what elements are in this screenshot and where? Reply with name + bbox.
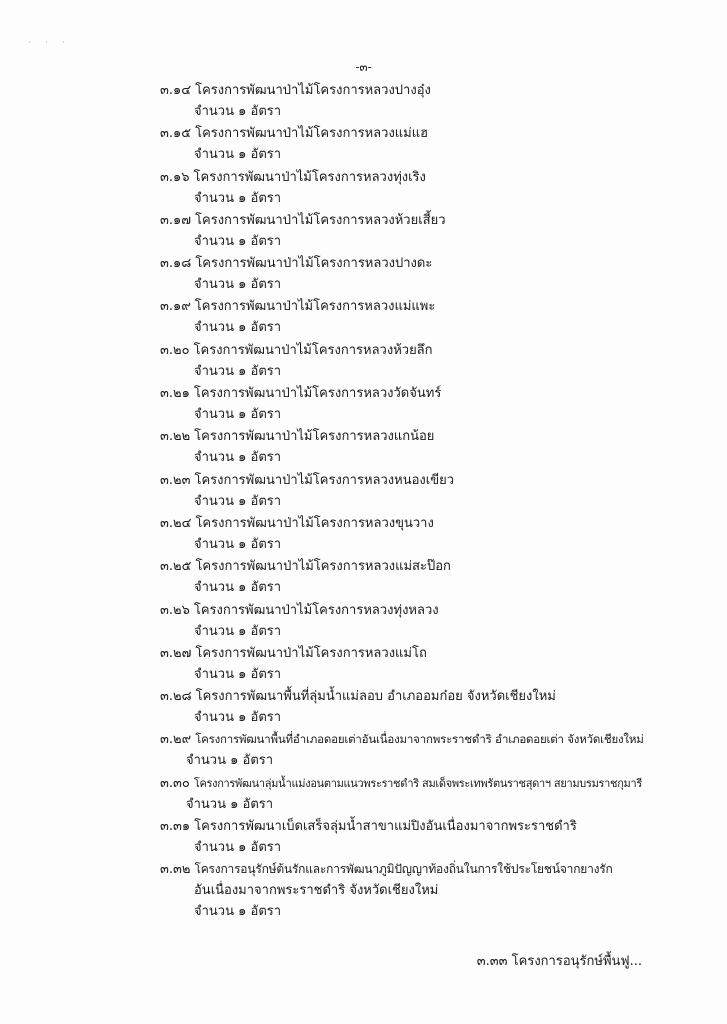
item-detail: จำนวน ๑ อัตรา	[194, 710, 282, 726]
list-item	[160, 556, 660, 599]
item-detail: จำนวน ๑ อัตรา	[186, 796, 274, 812]
item-detail: จำนวน ๑ อัตรา	[194, 277, 282, 293]
item-title-line	[160, 167, 660, 188]
item-number: ๓.๑๙	[160, 299, 191, 315]
item-title-line	[160, 600, 660, 621]
item-title: โครงการพัฒนาพื้นที่ลุ่มน้ำแม่ลอบ อำเภออมก๋อย จังหวัดเชียงใหม่	[195, 689, 556, 705]
item-title-line	[160, 513, 660, 534]
item-title-line	[160, 80, 660, 101]
item-number: ๓.๑๕	[160, 126, 192, 142]
item-number: ๓.๓๑	[160, 819, 191, 835]
item-detail: จำนวน ๑ อัตรา	[194, 320, 282, 336]
item-detail: จำนวน ๑ อัตรา	[194, 666, 282, 682]
item-title: โครงการพัฒนาป่าไม้โครงการหลวงปางอุ๋ง	[195, 83, 431, 98]
list-item	[160, 470, 660, 513]
item-detail: จำนวน ๑ อัตรา	[194, 147, 282, 163]
item-title: โครงการพัฒนาป่าไม้โครงการหลวงแม่แพะ	[194, 299, 436, 315]
item-detail: จำนวน ๑ อัตรา	[194, 840, 282, 856]
item-detail: จำนวน ๑ อัตรา	[194, 104, 282, 119]
item-title-line	[160, 816, 660, 837]
item-detail: จำนวน ๑ อัตรา	[186, 753, 274, 769]
item-title: โครงการพัฒนาป่าไม้โครงการหลวงขุนวาง	[195, 515, 434, 531]
item-title: โครงการพัฒนาป่าไม้โครงการหลวงแกน้อย	[194, 429, 435, 445]
list-item	[160, 816, 660, 859]
item-title-line	[160, 729, 660, 750]
item-title-line	[160, 426, 660, 447]
item-title-continuation: อันเนื่องมาจากพระราชดำริ จังหวัดเชียงใหม่	[194, 883, 439, 899]
item-number: ๓.๒๒	[160, 429, 191, 445]
item-number: ๓.๑๗	[160, 212, 192, 228]
item-detail: จำนวน ๑ อัตรา	[194, 450, 282, 466]
item-detail: จำนวน ๑ อัตรา	[194, 580, 282, 596]
item-detail: จำนวน ๑ อัตรา	[194, 493, 282, 509]
list-item	[160, 859, 660, 923]
item-title-line	[160, 296, 660, 317]
item-title: โครงการพัฒนาป่าไม้โครงการหลวงวัดจันทร์	[193, 386, 442, 402]
list-item	[160, 426, 660, 469]
item-title-line	[160, 859, 660, 880]
list-item	[160, 210, 660, 253]
position-list	[160, 80, 660, 923]
item-detail: จำนวน ๑ อัตรา	[194, 233, 282, 249]
item-title: โครงการพัฒนาป่าไม้โครงการหลวงแม่สะป๊อก	[195, 559, 451, 575]
item-number: ๓.๒๘	[160, 689, 192, 705]
list-item	[160, 296, 660, 339]
item-title: โครงการพัฒนาป่าไม้โครงการหลวงห้วยเสี้ยว	[195, 212, 446, 228]
item-title-line	[160, 686, 660, 707]
item-number: ๓.๒๖	[160, 602, 190, 618]
list-item	[160, 773, 660, 816]
list-item	[160, 253, 660, 296]
item-detail: จำนวน ๑ อัตรา	[194, 623, 282, 639]
item-title: โครงการพัฒนาเบ็ดเสร็จลุ่มน้ำสาขาแม่ปิงอันเนื่องมาจากพระราชดำริ	[194, 819, 577, 835]
item-title-line	[160, 556, 660, 577]
item-number: ๓.๒๑	[160, 386, 190, 402]
item-title: โครงการพัฒนาป่าไม้โครงการหลวงปางดะ	[195, 256, 433, 272]
item-title: โครงการพัฒนาป่าไม้โครงการหลวงทุ่งหลวง	[193, 602, 439, 618]
page-number: -๓-	[355, 60, 372, 74]
list-item	[160, 167, 660, 210]
item-number: ๓.๓๐	[160, 775, 190, 791]
scan-artifact: · · ·	[28, 38, 71, 47]
list-item	[160, 80, 660, 123]
item-title: โครงการอนุรักษ์ต้นรักและการพัฒนาภูมิปัญญาท้องถิ่นในการใช้ประโยชน์จากยางรัก	[194, 862, 613, 877]
item-title-line	[160, 123, 660, 144]
item-number: ๓.๑๖	[160, 169, 190, 185]
item-detail: จำนวน ๑ อัตรา	[194, 363, 282, 379]
item-title-line	[160, 210, 660, 231]
item-title: โครงการพัฒนาป่าไม้โครงการหลวงทุ่งเริง	[193, 169, 426, 185]
list-item	[160, 686, 660, 729]
item-title-line	[160, 470, 660, 491]
item-detail: จำนวน ๑ อัตรา	[194, 407, 282, 423]
list-item	[160, 340, 660, 383]
list-item	[160, 643, 660, 686]
item-number: ๓.๒๓	[160, 472, 191, 488]
item-title: โครงการพัฒนาป่าไม้โครงการหลวงห้วยลึก	[193, 342, 433, 358]
item-number: ๓.๒๕	[160, 559, 192, 575]
list-item	[160, 383, 660, 426]
list-item	[160, 513, 660, 556]
item-number: ๓.๓๒	[160, 862, 191, 878]
item-title-line	[160, 383, 660, 404]
next-page-continuation: ๓.๓๓ โครงการอนุรักษ์พื้นฟู...	[476, 954, 642, 969]
item-detail: จำนวน ๑ อัตรา	[194, 190, 282, 206]
item-detail: จำนวน ๑ อัตรา	[194, 536, 282, 552]
item-number: ๓.๒๙	[160, 732, 192, 748]
item-title-line	[160, 253, 660, 274]
item-title: โครงการพัฒนาป่าไม้โครงการหลวงแม่โถ	[195, 645, 427, 661]
item-title-line	[160, 643, 660, 664]
item-number: ๓.๒๗	[160, 645, 192, 661]
list-item	[160, 123, 660, 166]
item-title: โครงการพัฒนาลุ่มน้ำแม่งอนตามแนวพระราชดำริ สมเด็จพระเทพรัตนราชสุดาฯ สยามบรมราชกุมารี	[193, 776, 642, 790]
item-number: ๓.๒๔	[160, 515, 192, 531]
item-number: ๓.๑๔	[160, 83, 192, 98]
item-detail: จำนวน ๑ อัตรา	[194, 904, 282, 920]
item-title-line	[160, 773, 660, 794]
list-item	[160, 600, 660, 643]
item-title-line	[160, 340, 660, 361]
item-number: ๓.๒๐	[160, 342, 190, 358]
item-title: โครงการพัฒนาพื้นที่อำเภอดอยเต่าอันเนื่องมาจากพระราชดำริ อำเภอดอยเต่า จังหวัดเชียงใหม่	[195, 732, 644, 747]
item-title: โครงการพัฒนาป่าไม้โครงการหลวงแม่แฮ	[195, 126, 429, 142]
item-number: ๓.๑๘	[160, 256, 192, 272]
item-title: โครงการพัฒนาป่าไม้โครงการหลวงหนองเขียว	[194, 472, 455, 488]
list-item	[160, 729, 660, 772]
